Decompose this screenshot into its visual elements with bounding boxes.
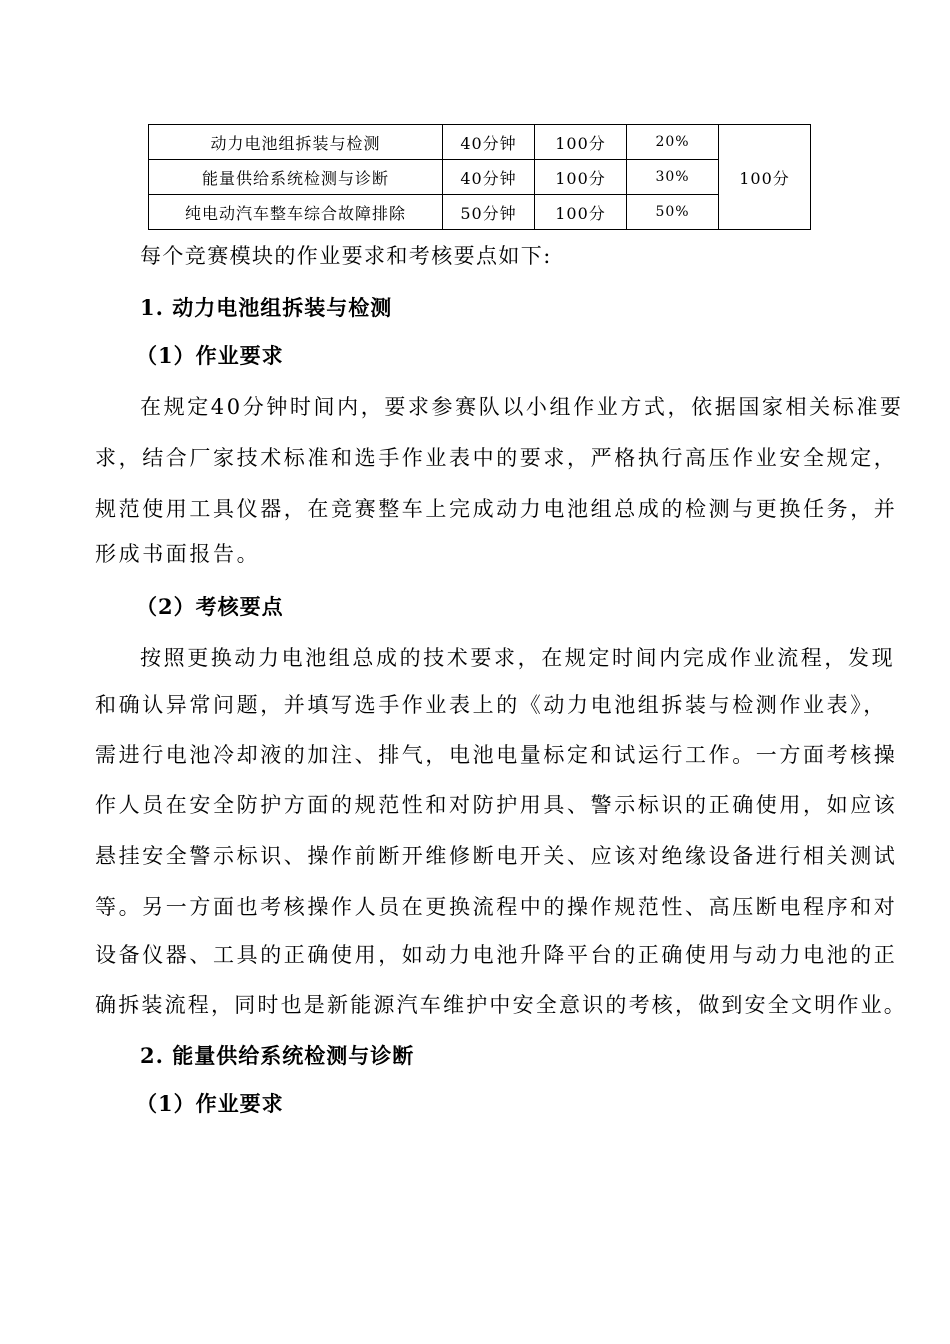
module-time-cell: 40分钟: [443, 160, 535, 195]
module-score-cell: 100分: [535, 160, 627, 195]
module-name-cell: 能量供给系统检测与诊断: [149, 160, 443, 195]
paragraph-line: 需进行电池冷却液的加注、排气，电池电量标定和试运行工作。一方面考核操: [95, 743, 898, 767]
paragraph-line: 等。另一方面也考核操作人员在更换流程中的操作规范性、高压断电程序和对: [95, 895, 898, 919]
table-row: [149, 125, 811, 160]
paragraph-line: 和确认异常问题，并填写选手作业表上的《动力电池组拆装与检测作业表》，: [95, 693, 887, 717]
paragraph-line: 规范使用工具仪器，在竞赛整车上完成动力电池组总成的检测与更换任务，并: [95, 497, 898, 521]
paragraph-line: 悬挂安全警示标识、操作前断开维修断电开关、应该对绝缘设备进行相关测试: [95, 844, 898, 868]
paragraph-line: 求，结合厂家技术标准和选手作业表中的要求，严格执行高压作业安全规定，: [95, 446, 898, 470]
module-weight-cell: 20%: [627, 125, 719, 160]
paragraph-line: 在规定40分钟时间内，要求参赛队以小组作业方式，依据国家相关标准要: [140, 395, 904, 419]
competition-module-table: [148, 124, 811, 230]
module-name-cell: 纯电动汽车整车综合故障排除: [149, 195, 443, 230]
section-2-subheading-requirements: （1）作业要求: [136, 1091, 284, 1116]
module-time-cell: 50分钟: [443, 195, 535, 230]
module-weight-cell: 50%: [627, 195, 719, 230]
section-1-subheading-assessment: （2）考核要点: [136, 594, 284, 619]
module-name-cell: 动力电池组拆装与检测: [149, 125, 443, 160]
paragraph-line: 作人员在安全防护方面的规范性和对防护用具、警示标识的正确使用，如应该: [95, 793, 898, 817]
module-weight-cell: 30%: [627, 160, 719, 195]
module-score-cell: 100分: [535, 125, 627, 160]
section-1-subheading-requirements: （1）作业要求: [136, 343, 284, 368]
paragraph-line: 设备仪器、工具的正确使用，如动力电池升降平台的正确使用与动力电池的正: [95, 943, 898, 967]
section-2-heading: 2. 能量供给系统检测与诊断: [140, 1043, 415, 1068]
intro-text: 每个竞赛模块的作业要求和考核要点如下:: [140, 244, 552, 268]
paragraph-line: 形成书面报告。: [95, 542, 261, 566]
total-score-cell: 100分: [719, 125, 811, 230]
table-row: [149, 195, 811, 230]
module-score-cell: 100分: [535, 195, 627, 230]
paragraph-line: 按照更换动力电池组总成的技术要求，在规定时间内完成作业流程，发现: [140, 646, 896, 670]
table-row: [149, 160, 811, 195]
module-time-cell: 40分钟: [443, 125, 535, 160]
paragraph-line: 确拆装流程，同时也是新能源汽车维护中安全意识的考核，做到安全文明作业。: [95, 993, 907, 1017]
section-1-heading: 1. 动力电池组拆装与检测: [140, 295, 393, 320]
